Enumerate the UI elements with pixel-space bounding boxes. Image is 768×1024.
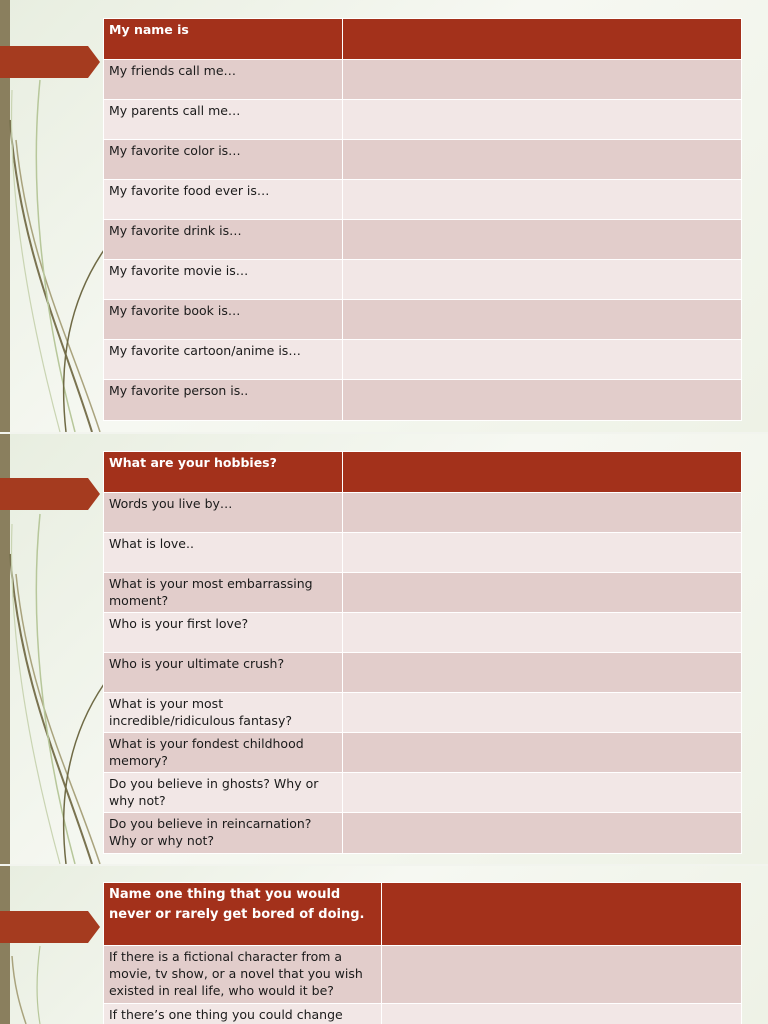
table-row <box>104 60 742 100</box>
arrow-marker <box>0 478 100 510</box>
table-row <box>104 573 742 613</box>
table-row <box>104 693 742 733</box>
question-cell: My favorite food ever is… <box>104 180 343 220</box>
table-row <box>104 533 742 573</box>
table-header-row <box>104 452 742 493</box>
table-row <box>104 733 742 773</box>
answer-cell[interactable] <box>343 100 742 140</box>
question-table-2 <box>103 451 742 854</box>
question-cell: My favorite book is… <box>104 300 343 340</box>
answer-cell[interactable] <box>343 380 742 421</box>
answer-cell[interactable] <box>382 946 742 1004</box>
table-row <box>104 493 742 533</box>
question-cell: Who is your first love? <box>104 613 343 653</box>
header-answer-cell[interactable] <box>343 452 742 493</box>
arrow-marker <box>0 46 100 78</box>
question-cell: What is your fondest childhood memory? <box>104 733 343 773</box>
answer-cell[interactable] <box>343 813 742 854</box>
question-cell: If there is a fictional character from a movie, tv show, or a novel that you wish existed in real life, who would it be? <box>104 946 382 1004</box>
question-cell: My friends call me… <box>104 60 343 100</box>
decorative-swirl-icon <box>0 866 120 1024</box>
slide-1 <box>0 0 768 432</box>
answer-cell[interactable] <box>343 693 742 733</box>
table-header-row <box>104 19 742 60</box>
slide-2 <box>0 434 768 864</box>
table-row <box>104 653 742 693</box>
table-row <box>104 613 742 653</box>
table-row <box>104 1004 742 1024</box>
answer-cell[interactable] <box>382 1004 742 1024</box>
table-row <box>104 180 742 220</box>
question-cell: What is love.. <box>104 533 343 573</box>
question-cell: My favorite color is… <box>104 140 343 180</box>
question-cell: If there’s one thing you could change <box>104 1004 382 1024</box>
question-cell: Do you believe in ghosts? Why or why not? <box>104 773 343 813</box>
table-row <box>104 340 742 380</box>
question-table-3 <box>103 882 742 1024</box>
table-row <box>104 946 742 1004</box>
answer-cell[interactable] <box>343 533 742 573</box>
header-question-cell: Name one thing that you would never or rarely get bored of doing. <box>104 883 382 946</box>
header-answer-cell[interactable] <box>382 883 742 946</box>
answer-cell[interactable] <box>343 300 742 340</box>
answer-cell[interactable] <box>343 653 742 693</box>
question-cell: My favorite drink is… <box>104 220 343 260</box>
answer-cell[interactable] <box>343 613 742 653</box>
table-row <box>104 813 742 854</box>
answer-cell[interactable] <box>343 140 742 180</box>
answer-cell[interactable] <box>343 180 742 220</box>
question-cell: My favorite cartoon/anime is… <box>104 340 343 380</box>
question-cell: What is your most incredible/ridiculous fantasy? <box>104 693 343 733</box>
table-header-row <box>104 883 742 946</box>
table-row <box>104 260 742 300</box>
table-row <box>104 773 742 813</box>
question-cell: My parents call me… <box>104 100 343 140</box>
arrow-marker <box>0 911 100 943</box>
question-cell: My favorite person is.. <box>104 380 343 421</box>
question-cell: Words you live by… <box>104 493 343 533</box>
question-cell: Who is your ultimate crush? <box>104 653 343 693</box>
question-cell: My favorite movie is… <box>104 260 343 300</box>
question-table-1 <box>103 18 742 421</box>
question-cell: What is your most embarrassing moment? <box>104 573 343 613</box>
answer-cell[interactable] <box>343 260 742 300</box>
question-cell: Do you believe in reincarnation? Why or why not? <box>104 813 343 854</box>
table-row <box>104 300 742 340</box>
answer-cell[interactable] <box>343 60 742 100</box>
answer-cell[interactable] <box>343 493 742 533</box>
header-answer-cell[interactable] <box>343 19 742 60</box>
table-row <box>104 100 742 140</box>
table-row <box>104 220 742 260</box>
answer-cell[interactable] <box>343 340 742 380</box>
header-question-cell: What are your hobbies? <box>104 452 343 493</box>
answer-cell[interactable] <box>343 573 742 613</box>
slide-3 <box>0 866 768 1024</box>
answer-cell[interactable] <box>343 220 742 260</box>
answer-cell[interactable] <box>343 773 742 813</box>
table-row <box>104 140 742 180</box>
header-question-cell: My name is <box>104 19 343 60</box>
answer-cell[interactable] <box>343 733 742 773</box>
table-row <box>104 380 742 421</box>
